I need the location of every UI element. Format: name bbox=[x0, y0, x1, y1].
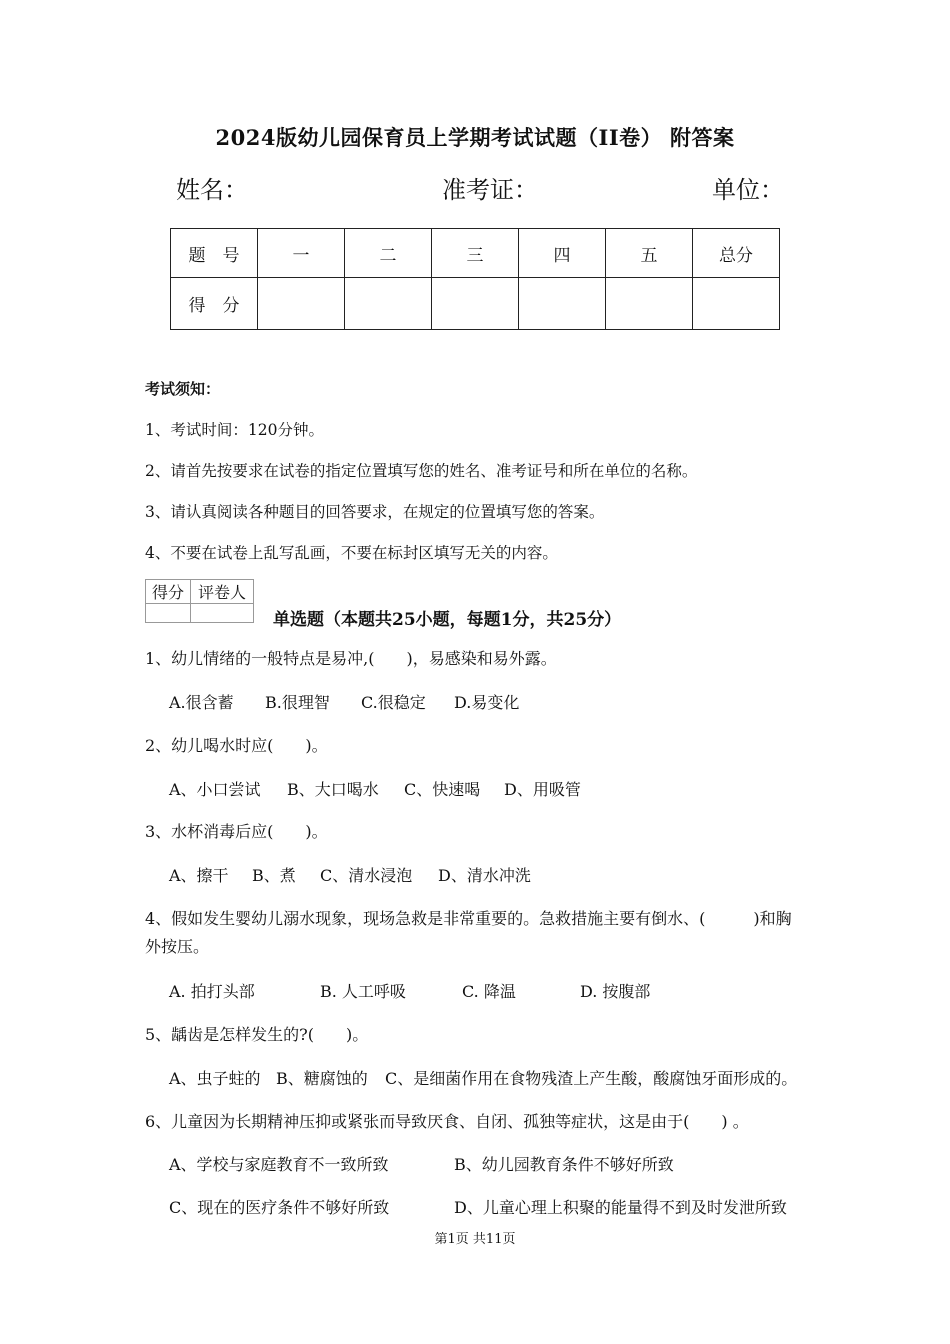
notice-heading: 考试须知： bbox=[145, 380, 221, 398]
grader-name-cell[interactable] bbox=[191, 604, 254, 623]
notice-item: 1、考试时间：120分钟。 bbox=[145, 421, 324, 439]
score-cell[interactable] bbox=[345, 278, 432, 330]
option: B. 人工呼吸 bbox=[320, 982, 406, 1001]
exam-id-label: 准考证： bbox=[442, 176, 538, 204]
option: B、幼儿园教育条件不够好所致 bbox=[454, 1155, 674, 1174]
question-text: 3、水杯消毒后应( )。 bbox=[145, 822, 328, 841]
name-label: 姓名： bbox=[176, 176, 248, 204]
score-header-cell: 一 bbox=[258, 229, 345, 278]
question-text: 6、儿童因为长期精神压抑或紧张而导致厌食、自闭、孤独等症状，这是由于( ) 。 bbox=[145, 1112, 749, 1131]
option: B、糖腐蚀的 bbox=[276, 1069, 368, 1088]
option: C、是细菌作用在食物残渣上产生酸，酸腐蚀牙面形成的。 bbox=[385, 1069, 798, 1088]
question-text-continued: 外按压。 bbox=[145, 937, 210, 956]
option: D、用吸管 bbox=[504, 780, 581, 799]
grader-box bbox=[145, 579, 254, 623]
score-header-cell: 总分 bbox=[693, 229, 780, 278]
option: C、清水浸泡 bbox=[320, 866, 413, 885]
notice-item: 4、不要在试卷上乱写乱画，不要在标封区填写无关的内容。 bbox=[145, 544, 558, 562]
score-row-label: 得 分 bbox=[171, 278, 258, 330]
option: C.很稳定 bbox=[361, 693, 426, 712]
score-table-header-row bbox=[171, 229, 780, 278]
option: D、儿童心理上积聚的能量得不到及时发泄所致 bbox=[454, 1198, 787, 1217]
option: A、擦干 bbox=[169, 866, 229, 885]
score-header-cell: 五 bbox=[606, 229, 693, 278]
option: A.很含蓄 bbox=[169, 693, 234, 712]
score-header-cell: 三 bbox=[432, 229, 519, 278]
option: B、煮 bbox=[252, 866, 296, 885]
question-text: 1、幼儿情绪的一般特点是易冲,( )，易感染和易外露。 bbox=[145, 649, 557, 668]
notice-item: 2、请首先按要求在试卷的指定位置填写您的姓名、准考证号和所在单位的名称。 bbox=[145, 462, 698, 480]
score-cell[interactable] bbox=[432, 278, 519, 330]
score-cell[interactable] bbox=[519, 278, 606, 330]
score-header-cell: 四 bbox=[519, 229, 606, 278]
question-text: 4、假如发生婴幼儿溺水现象，现场急救是非常重要的。急救措施主要有倒水、( )和胸 bbox=[145, 909, 792, 928]
option: D. 按腹部 bbox=[580, 982, 651, 1001]
score-header-cell: 题 号 bbox=[171, 229, 258, 278]
grader-score-label: 得分 bbox=[146, 580, 191, 604]
score-header-cell: 二 bbox=[345, 229, 432, 278]
option: B.很理智 bbox=[265, 693, 330, 712]
score-cell[interactable] bbox=[693, 278, 780, 330]
option: C、快速喝 bbox=[404, 780, 481, 799]
option: A. 拍打头部 bbox=[169, 982, 255, 1001]
score-table bbox=[170, 228, 780, 330]
page-footer: 第1页 共11页 bbox=[434, 1232, 516, 1247]
option: A、学校与家庭教育不一致所致 bbox=[169, 1155, 389, 1174]
exam-title: 2024版幼儿园保育员上学期考试试题（II卷） 附答案 bbox=[215, 125, 735, 150]
question-text: 5、龋齿是怎样发生的?( )。 bbox=[145, 1025, 369, 1044]
unit-label: 单位： bbox=[712, 176, 784, 204]
section-title: 单选题（本题共25小题，每题1分，共25分） bbox=[273, 610, 622, 630]
score-cell[interactable] bbox=[606, 278, 693, 330]
grader-name-label: 评卷人 bbox=[191, 580, 254, 604]
option: C. 降温 bbox=[462, 982, 516, 1001]
question-text: 2、幼儿喝水时应( )。 bbox=[145, 736, 328, 755]
option: A、小口尝试 bbox=[169, 780, 261, 799]
grader-score-cell[interactable] bbox=[146, 604, 191, 623]
option: A、虫子蛀的 bbox=[169, 1069, 261, 1088]
notice-item: 3、请认真阅读各种题目的回答要求，在规定的位置填写您的答案。 bbox=[145, 503, 605, 521]
score-cell[interactable] bbox=[258, 278, 345, 330]
option: B、大口喝水 bbox=[287, 780, 379, 799]
score-table-score-row bbox=[171, 278, 780, 330]
option: C、现在的医疗条件不够好所致 bbox=[169, 1198, 390, 1217]
option: D.易变化 bbox=[454, 693, 520, 712]
option: D、清水冲洗 bbox=[438, 866, 531, 885]
